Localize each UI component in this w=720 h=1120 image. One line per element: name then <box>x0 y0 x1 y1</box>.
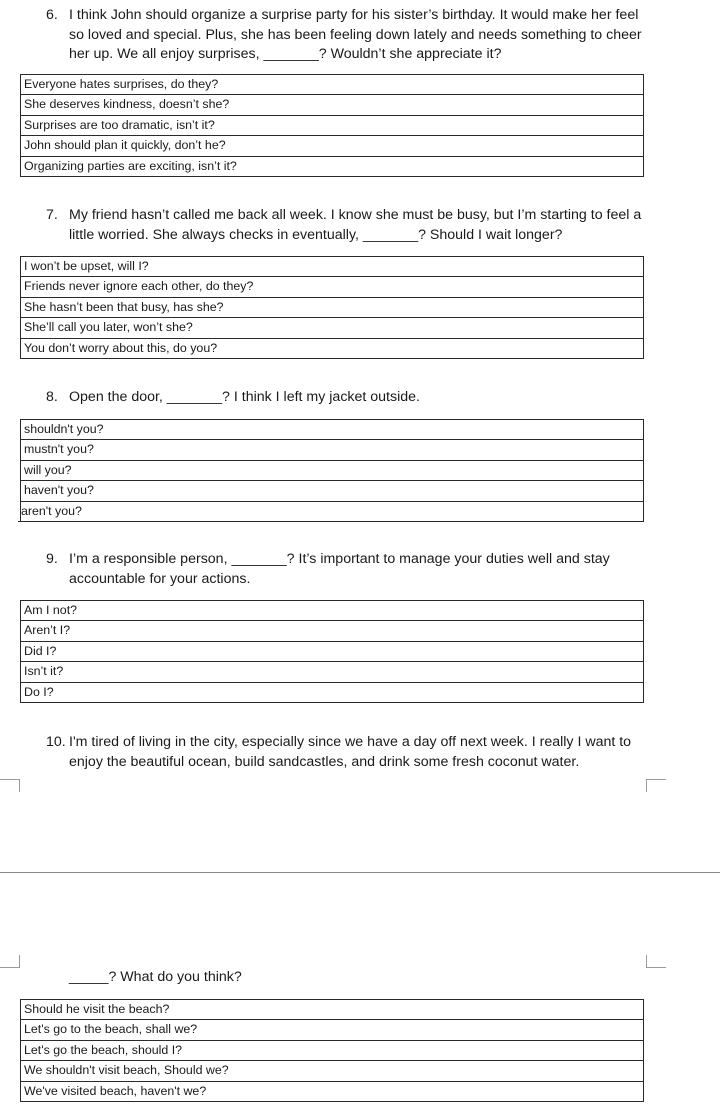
option-10b[interactable]: Let's go to the beach, shall we? <box>21 1020 643 1040</box>
question-text: I'm tired of living in the city, especially since we have a day off next week. I really I want to enjoy the beautiful ocean, build sandcastles, and drink some fresh coconut water. <box>69 734 632 770</box>
question-text: I think John should organize a surprise party for his sister’s birthday. It would make her feel so loved and special. Plus, she has been feeling down lately and needs something to cheer her up. We all enjoy surprises, _______? Wouldn’t she appreciate it? <box>69 7 642 62</box>
option-9a[interactable]: Am I not? <box>21 601 643 621</box>
option-6a[interactable]: Everyone hates surprises, do they? <box>21 75 643 95</box>
page-corner-mark <box>0 779 20 792</box>
question-number: 9. <box>46 551 58 567</box>
question-number: 8. <box>46 389 58 405</box>
option-7e[interactable]: You don’t worry about this, do you? <box>21 339 643 359</box>
option-9d[interactable]: Isn’t it? <box>21 662 643 682</box>
option-8b[interactable]: mustn't you? <box>21 440 643 460</box>
page-corner-mark <box>646 779 666 792</box>
answer-options-8 <box>20 419 644 522</box>
option-6e[interactable]: Organizing parties are exciting, isn’t it? <box>21 157 643 177</box>
option-6d[interactable]: John should plan it quickly, don’t he? <box>21 136 643 156</box>
question-text: My friend hasn’t called me back all week. I know she must be busy, but I’m starting to feel a little worried. She always checks in eventually, _______? Should I wait longer? <box>69 207 642 243</box>
option-8a[interactable]: shouldn't you? <box>21 420 643 440</box>
page-corner-mark <box>646 955 666 968</box>
option-10a[interactable]: Should he visit the beach? <box>21 1000 643 1020</box>
option-10c[interactable]: Let's go the beach, should I? <box>21 1041 643 1061</box>
option-8e[interactable]: aren't you? <box>18 502 643 522</box>
question-10 <box>46 733 656 772</box>
question-text: Open the door, _______? I think I left my jacket outside. <box>69 389 420 405</box>
option-9b[interactable]: Aren’t I? <box>21 621 643 641</box>
question-number: 7. <box>46 207 58 223</box>
answer-options-7 <box>20 256 644 359</box>
question-text: _____? What do you think? <box>69 969 242 985</box>
option-7c[interactable]: She hasn’t been that busy, has she? <box>21 298 643 318</box>
option-7b[interactable]: Friends never ignore each other, do they? <box>21 277 643 297</box>
answer-options-6 <box>20 74 644 177</box>
option-9e[interactable]: Do I? <box>21 683 643 703</box>
question-7 <box>46 206 656 245</box>
option-6b[interactable]: She deserves kindness, doesn’t she? <box>21 95 643 115</box>
question-text: I’m a responsible person, _______? It’s important to manage your duties well and stay accountable for your actions. <box>69 551 610 587</box>
question-number: 10. <box>46 734 66 750</box>
question-10-continuation <box>46 968 656 988</box>
option-7d[interactable]: She’ll call you later, won’t she? <box>21 318 643 338</box>
question-8 <box>46 388 656 408</box>
option-10e[interactable]: We've visited beach, haven't we? <box>21 1082 643 1102</box>
option-9c[interactable]: Did I? <box>21 642 643 662</box>
page-break <box>0 872 720 873</box>
option-8c[interactable]: will you? <box>21 461 643 481</box>
question-number: 6. <box>46 7 58 23</box>
answer-options-10 <box>20 999 644 1102</box>
question-6 <box>46 6 656 65</box>
option-7a[interactable]: I won’t be upset, will I? <box>21 257 643 277</box>
option-6c[interactable]: Surprises are too dramatic, isn’t it? <box>21 116 643 136</box>
page-corner-mark <box>0 955 20 968</box>
option-8d[interactable]: haven't you? <box>21 481 643 501</box>
option-10d[interactable]: We shouldn't visit beach, Should we? <box>21 1061 643 1081</box>
question-9 <box>46 550 656 589</box>
answer-options-9 <box>20 600 644 703</box>
